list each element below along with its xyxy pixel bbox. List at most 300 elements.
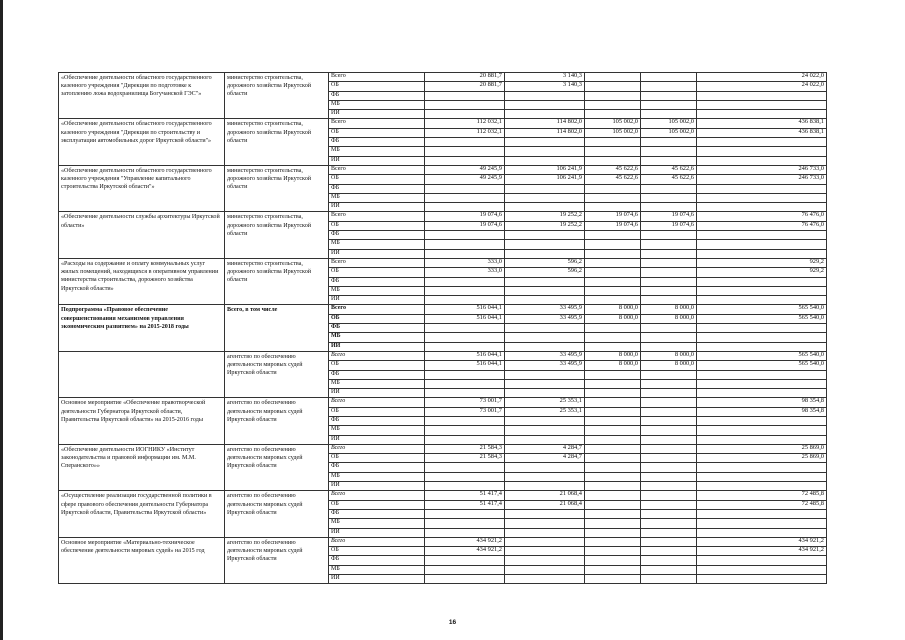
funding-source-cell: ФБ [329,91,425,100]
year-value-cell [505,519,585,528]
year-value-cell [425,277,505,286]
year-value-cell [505,575,585,584]
year-value-cell: 114 802,0 [505,119,585,128]
year-value-cell: 8 000,0 [585,314,641,323]
year-value-cell [505,277,585,286]
year-value-cell [505,472,585,481]
year-value-cell: 105 002,0 [585,119,641,128]
year-value-cell: 33 495,9 [505,305,585,314]
funding-source-cell: ОБ [329,500,425,509]
funding-source-cell: Всего [329,212,425,221]
year-value-cell: 20 881,7 [425,82,505,91]
year-value-cell: 19 074,6 [425,212,505,221]
responsible-org-cell: министерство строительства, дорожного хозяйства Иркутской области [225,165,329,211]
year-value-cell: 333,0 [425,258,505,267]
responsible-org-cell: министерство строительства, дорожного хозяйства Иркутской области [225,119,329,165]
year-value-cell [585,519,641,528]
year-value-cell [641,258,697,267]
total-value-cell [697,286,827,295]
year-value-cell [505,110,585,119]
total-value-cell [697,156,827,165]
page-number: 16 [448,619,457,626]
funding-source-cell: ОБ [329,547,425,556]
total-value-cell [697,100,827,109]
year-value-cell [505,91,585,100]
year-value-cell [641,370,697,379]
total-value-cell [697,231,827,240]
total-value-cell [697,482,827,491]
year-value-cell: 434 921,2 [425,537,505,546]
year-value-cell [505,463,585,472]
year-value-cell: 4 284,7 [505,444,585,453]
total-value-cell [697,472,827,481]
total-value-cell: 246 733,0 [697,165,827,174]
year-value-cell: 19 252,2 [505,221,585,230]
year-value-cell: 516 044,1 [425,314,505,323]
total-value-cell: 929,2 [697,268,827,277]
year-value-cell [641,73,697,82]
year-value-cell [641,398,697,407]
activity-name-cell: Основное мероприятие «Обеспечение правотворческой деятельности Губернатора Иркутской области, Правительства Иркутской области» на 2015-2016 годы [59,398,225,444]
year-value-cell [641,342,697,351]
year-value-cell [641,435,697,444]
funding-source-cell: ФБ [329,509,425,518]
funding-source-cell: ОБ [329,454,425,463]
year-value-cell [425,184,505,193]
year-value-cell [425,203,505,212]
year-value-cell [641,286,697,295]
year-value-cell [585,333,641,342]
year-value-cell [585,379,641,388]
funding-source-cell: ОБ [329,268,425,277]
year-value-cell: 3 140,3 [505,73,585,82]
year-value-cell [641,509,697,518]
scan-edge [0,0,3,640]
year-value-cell [585,147,641,156]
funding-source-cell: ИИ [329,575,425,584]
year-value-cell [425,324,505,333]
year-value-cell [585,435,641,444]
year-value-cell [585,91,641,100]
year-value-cell [425,240,505,249]
activity-name-cell: «Расходы на содержание и оплату коммунальных услуг жилых помещений, находящихся в оперативном управлении министерства строительства, дорожного хозяйства Иркутской области» [59,258,225,304]
year-value-cell [505,324,585,333]
year-value-cell [641,537,697,546]
funding-source-cell: Всего [329,398,425,407]
total-value-cell [697,193,827,202]
total-value-cell [697,147,827,156]
year-value-cell [505,156,585,165]
year-value-cell: 516 044,1 [425,305,505,314]
year-value-cell [641,379,697,388]
year-value-cell [505,147,585,156]
responsible-org-cell: агентство по обеспечению деятельности мировых судей Иркутской области [225,351,329,397]
year-value-cell [505,333,585,342]
year-value-cell: 112 032,1 [425,119,505,128]
funding-source-cell: ИИ [329,342,425,351]
year-value-cell [641,528,697,537]
year-value-cell [585,193,641,202]
year-value-cell [585,370,641,379]
total-value-cell [697,565,827,574]
total-value-cell [697,240,827,249]
year-value-cell [425,482,505,491]
year-value-cell [641,138,697,147]
year-value-cell: 8 000,0 [641,314,697,323]
funding-source-cell: ОБ [329,175,425,184]
activity-name-cell: «Обеспечение деятельности службы архитектуры Иркутской области» [59,212,225,258]
year-value-cell [641,82,697,91]
total-value-cell: 246 733,0 [697,175,827,184]
total-value-cell [697,333,827,342]
year-value-cell [641,472,697,481]
funding-source-cell: ФБ [329,277,425,286]
year-value-cell [641,333,697,342]
responsible-org-cell: министерство строительства, дорожного хозяйства Иркутской области [225,73,329,119]
year-value-cell [641,500,697,509]
year-value-cell: 8 000,0 [585,305,641,314]
total-value-cell [697,379,827,388]
funding-source-cell: МБ [329,286,425,295]
year-value-cell [425,509,505,518]
year-value-cell [425,249,505,258]
year-value-cell [585,258,641,267]
funding-source-cell: МБ [329,472,425,481]
total-value-cell [697,509,827,518]
total-value-cell: 98 354,8 [697,398,827,407]
funding-source-cell: Всего [329,444,425,453]
year-value-cell [585,463,641,472]
year-value-cell: 51 417,4 [425,500,505,509]
total-value-cell: 25 869,0 [697,454,827,463]
total-value-cell [697,370,827,379]
year-value-cell: 45 622,6 [641,175,697,184]
funding-source-cell: ФБ [329,370,425,379]
total-value-cell [697,138,827,147]
year-value-cell [641,184,697,193]
total-value-cell [697,389,827,398]
funding-source-cell: ФБ [329,416,425,425]
funding-source-cell: ФБ [329,231,425,240]
funding-source-cell: МБ [329,193,425,202]
year-value-cell: 33 495,9 [505,351,585,360]
activity-name-cell: «Обеспечение деятельности областного государственного казенного учреждения "Дирекция по подготовке к затоплению ложа водохранилища Богучанской ГЭС"» [59,73,225,119]
year-value-cell: 19 074,6 [585,221,641,230]
year-value-cell [641,389,697,398]
funding-source-cell: Всего [329,537,425,546]
year-value-cell [641,416,697,425]
year-value-cell [425,370,505,379]
total-value-cell: 25 869,0 [697,444,827,453]
year-value-cell: 8 000,0 [641,351,697,360]
total-value-cell [697,463,827,472]
year-value-cell: 49 245,9 [425,165,505,174]
total-value-cell: 434 921,2 [697,537,827,546]
total-value-cell: 76 476,0 [697,221,827,230]
year-value-cell [425,342,505,351]
year-value-cell [505,416,585,425]
year-value-cell [641,324,697,333]
year-value-cell [425,379,505,388]
year-value-cell [505,435,585,444]
year-value-cell [425,435,505,444]
year-value-cell: 8 000,0 [585,361,641,370]
year-value-cell [505,547,585,556]
funding-source-cell: ИИ [329,482,425,491]
funding-source-cell: ОБ [329,314,425,323]
funding-source-cell: ФБ [329,138,425,147]
year-value-cell [641,296,697,305]
funding-source-cell: ФБ [329,556,425,565]
responsible-org-cell: министерство строительства, дорожного хозяйства Иркутской области [225,212,329,258]
budget-table [58,72,827,584]
table-row [59,165,827,174]
table-row [59,119,827,128]
total-value-cell [697,110,827,119]
year-value-cell: 45 622,6 [585,175,641,184]
year-value-cell [585,249,641,258]
year-value-cell [641,91,697,100]
year-value-cell [641,277,697,286]
year-value-cell [585,398,641,407]
year-value-cell [505,100,585,109]
total-value-cell: 565 540,0 [697,305,827,314]
total-value-cell [697,416,827,425]
year-value-cell [505,193,585,202]
funding-source-cell: МБ [329,333,425,342]
year-value-cell: 516 044,1 [425,361,505,370]
table-row [59,305,827,314]
year-value-cell [641,407,697,416]
total-value-cell [697,556,827,565]
year-value-cell: 333,0 [425,268,505,277]
year-value-cell [425,463,505,472]
activity-name-cell: «Осуществление реализации государственной политики в сфере правового обеспечения деятельности Губернатора Иркутской области, Правительства Иркутской области» [59,491,225,537]
funding-source-cell: ИИ [329,528,425,537]
year-value-cell [641,463,697,472]
year-value-cell [425,416,505,425]
responsible-org-cell: агентство по обеспечению деятельности мировых судей Иркутской области [225,537,329,583]
year-value-cell: 73 001,7 [425,398,505,407]
funding-source-cell: ИИ [329,110,425,119]
year-value-cell: 19 074,6 [425,221,505,230]
year-value-cell [641,240,697,249]
year-value-cell [425,556,505,565]
year-value-cell: 21 584,3 [425,454,505,463]
year-value-cell: 516 044,1 [425,351,505,360]
year-value-cell [585,528,641,537]
year-value-cell [425,472,505,481]
year-value-cell [641,565,697,574]
year-value-cell: 4 284,7 [505,454,585,463]
year-value-cell [641,556,697,565]
funding-source-cell: ИИ [329,203,425,212]
total-value-cell: 929,2 [697,258,827,267]
year-value-cell: 434 921,2 [425,547,505,556]
year-value-cell [585,231,641,240]
year-value-cell [585,240,641,249]
table-body [59,73,827,584]
year-value-cell [585,556,641,565]
year-value-cell: 106 241,9 [505,165,585,174]
funding-source-cell: ФБ [329,184,425,193]
year-value-cell [585,296,641,305]
year-value-cell: 106 241,9 [505,175,585,184]
year-value-cell: 105 002,0 [641,128,697,137]
total-value-cell: 565 540,0 [697,361,827,370]
funding-source-cell: МБ [329,100,425,109]
year-value-cell: 105 002,0 [585,128,641,137]
funding-source-cell: Всего [329,351,425,360]
year-value-cell [585,509,641,518]
year-value-cell [425,575,505,584]
year-value-cell: 596,2 [505,268,585,277]
year-value-cell [641,156,697,165]
total-value-cell [697,342,827,351]
year-value-cell: 21 068,4 [505,500,585,509]
table-row [59,444,827,453]
responsible-org-cell: агентство по обеспечению деятельности мировых судей Иркутской области [225,491,329,537]
year-value-cell [641,147,697,156]
year-value-cell [641,454,697,463]
activity-name-cell: «Обеспечение деятельности областного государственного казенного учреждения "Дирекция по строительству и эксплуатации автомобильных дорог Иркутской области"» [59,119,225,165]
funding-source-cell: Всего [329,258,425,267]
year-value-cell [585,426,641,435]
year-value-cell: 21 068,4 [505,491,585,500]
activity-name-cell [59,351,225,397]
funding-source-cell: МБ [329,426,425,435]
year-value-cell [641,110,697,119]
year-value-cell [585,472,641,481]
year-value-cell [585,184,641,193]
year-value-cell [641,491,697,500]
year-value-cell [585,277,641,286]
year-value-cell [425,426,505,435]
total-value-cell: 24 022,0 [697,82,827,91]
year-value-cell [585,407,641,416]
total-value-cell [697,519,827,528]
funding-source-cell: ФБ [329,463,425,472]
year-value-cell [585,138,641,147]
year-value-cell [425,138,505,147]
year-value-cell: 45 622,6 [585,165,641,174]
year-value-cell [505,482,585,491]
year-value-cell [585,565,641,574]
total-value-cell [697,575,827,584]
year-value-cell [585,547,641,556]
year-value-cell: 19 074,6 [641,221,697,230]
total-value-cell: 72 485,8 [697,500,827,509]
total-value-cell [697,249,827,258]
year-value-cell [585,203,641,212]
funding-source-cell: ИИ [329,389,425,398]
total-value-cell: 436 838,1 [697,119,827,128]
year-value-cell: 21 584,3 [425,444,505,453]
year-value-cell [641,444,697,453]
year-value-cell [425,519,505,528]
year-value-cell [641,482,697,491]
year-value-cell [505,240,585,249]
year-value-cell [505,296,585,305]
year-value-cell [585,73,641,82]
funding-source-cell: ОБ [329,128,425,137]
year-value-cell [505,426,585,435]
funding-source-cell: ОБ [329,407,425,416]
total-value-cell: 24 022,0 [697,73,827,82]
year-value-cell [585,491,641,500]
year-value-cell [425,231,505,240]
year-value-cell [505,138,585,147]
year-value-cell [585,416,641,425]
year-value-cell [641,547,697,556]
year-value-cell [585,454,641,463]
total-value-cell: 98 354,8 [697,407,827,416]
table-row [59,258,827,267]
responsible-org-cell: Всего, в том числе [225,305,329,351]
year-value-cell [425,110,505,119]
year-value-cell [641,426,697,435]
year-value-cell: 33 495,9 [505,361,585,370]
year-value-cell [585,110,641,119]
funding-source-cell: МБ [329,147,425,156]
year-value-cell [425,147,505,156]
year-value-cell [425,528,505,537]
year-value-cell [585,500,641,509]
year-value-cell: 8 000,0 [585,351,641,360]
year-value-cell [641,575,697,584]
year-value-cell [505,556,585,565]
activity-name-cell: Основное мероприятие «Материально-техническое обеспечение деятельности мировых судей» на 2015 год [59,537,225,583]
activity-name-cell: Подпрограмма «Правовое обеспечение совершенствования механизмов управления экономическим развитием» на 2015-2018 годы [59,305,225,351]
year-value-cell [585,444,641,453]
year-value-cell [585,324,641,333]
year-value-cell: 114 802,0 [505,128,585,137]
year-value-cell [585,575,641,584]
year-value-cell [641,203,697,212]
total-value-cell [697,277,827,286]
year-value-cell [505,528,585,537]
total-value-cell: 434 921,2 [697,547,827,556]
funding-source-cell: Всего [329,165,425,174]
total-value-cell: 565 540,0 [697,314,827,323]
year-value-cell [641,231,697,240]
year-value-cell [425,156,505,165]
funding-source-cell: МБ [329,565,425,574]
funding-source-cell: Всего [329,491,425,500]
funding-source-cell: Всего [329,73,425,82]
year-value-cell: 112 032,1 [425,128,505,137]
total-value-cell: 72 485,8 [697,491,827,500]
total-value-cell [697,426,827,435]
funding-source-cell: ОБ [329,82,425,91]
year-value-cell [641,100,697,109]
year-value-cell [585,82,641,91]
year-value-cell [641,249,697,258]
funding-source-cell: ОБ [329,361,425,370]
year-value-cell [585,342,641,351]
year-value-cell [425,565,505,574]
funding-source-cell: МБ [329,240,425,249]
year-value-cell [585,482,641,491]
year-value-cell [505,565,585,574]
year-value-cell [425,296,505,305]
year-value-cell [641,193,697,202]
year-value-cell [585,100,641,109]
responsible-org-cell: агентство по обеспечению деятельности мировых судей Иркутской области [225,398,329,444]
year-value-cell: 51 417,4 [425,491,505,500]
funding-source-cell: ИИ [329,435,425,444]
year-value-cell [505,370,585,379]
